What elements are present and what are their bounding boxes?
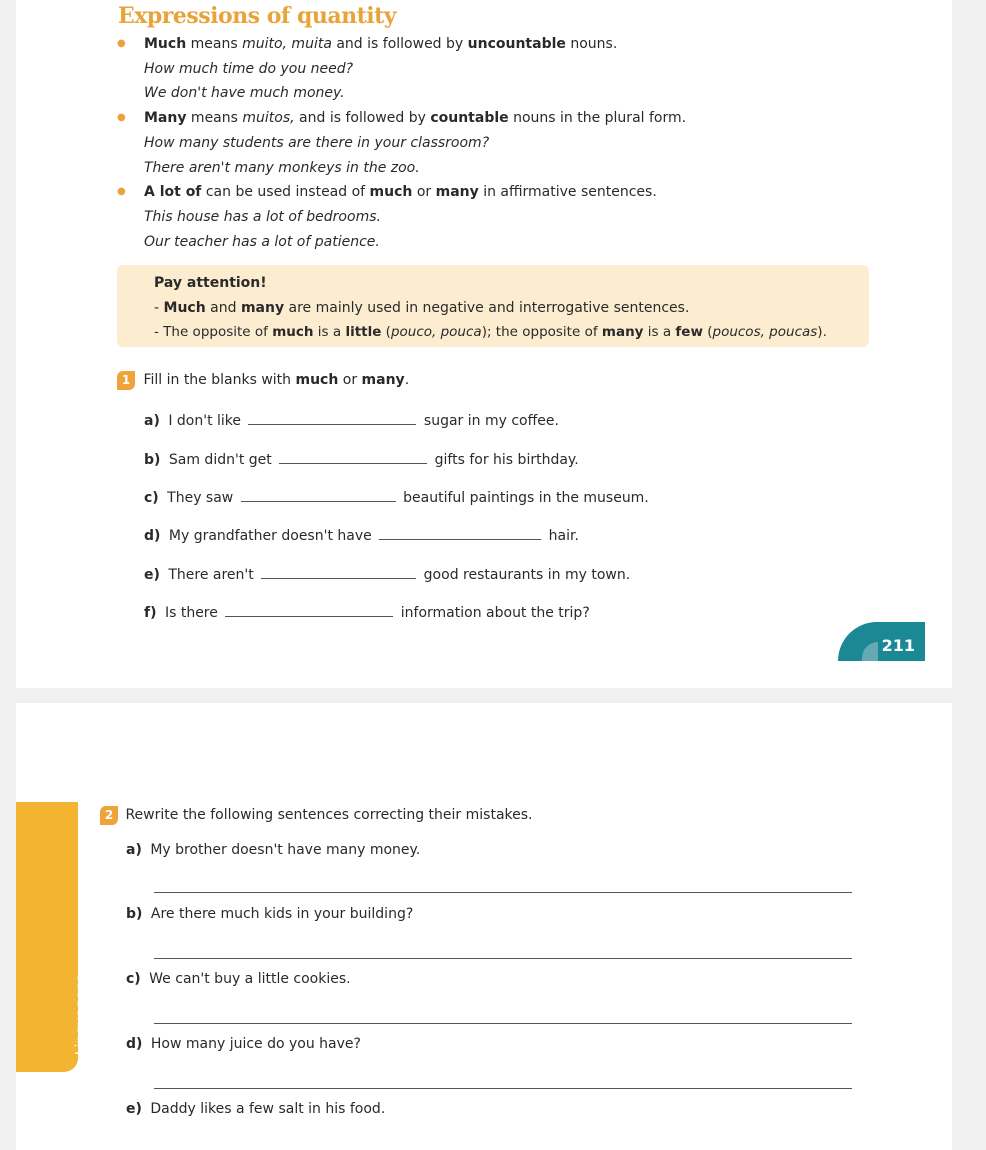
exercise-2-item-c: c) We can't buy a little cookies. <box>126 971 351 987</box>
exercise-2-item-d: d) How many juice do you have? <box>126 1036 361 1052</box>
bullet-icon: ● <box>117 186 126 197</box>
exercise-number-badge: 1 <box>117 371 135 390</box>
exercise-1-item-f: f) Is there information about the trip? <box>144 602 590 621</box>
example-text: How many students are there in your classroom? <box>144 135 490 151</box>
answer-line[interactable] <box>154 958 852 959</box>
side-tab-linguagens <box>16 802 90 1072</box>
example-text: There aren't many monkeys in the zoo. <box>144 160 420 176</box>
page-211 <box>16 0 952 688</box>
bullet-icon: ● <box>117 38 126 49</box>
exercise-number-badge: 2 <box>100 806 118 825</box>
blank-input[interactable] <box>225 602 393 617</box>
blank-input[interactable] <box>261 564 416 579</box>
answer-line[interactable] <box>154 1088 852 1089</box>
example-text: How much time do you need? <box>144 61 354 77</box>
example-text: Our teacher has a lot of patience. <box>144 234 380 250</box>
rule-much: Much means muito, muita and is followed by uncountable nouns. <box>144 36 618 52</box>
rule-a-lot-of: A lot of can be used instead of much or many in affirmative sentences. <box>144 184 657 200</box>
page-212 <box>16 703 952 1150</box>
example-text: This house has a lot of bedrooms. <box>144 209 381 225</box>
exercise-2-instruction: 2 Rewrite the following sentences correcting their mistakes. <box>100 806 533 825</box>
callout-line: - The opposite of much is a little (pouco, pouca); the opposite of many is a few (poucos, poucas). <box>154 324 827 340</box>
exercise-2-item-a: a) My brother doesn't have many money. <box>126 842 421 858</box>
page-number: 211 <box>881 636 915 655</box>
exercise-1-item-c: c) They saw beautiful paintings in the museum. <box>144 487 649 506</box>
pay-attention-box <box>117 265 869 347</box>
bullet-icon: ● <box>117 112 126 123</box>
exercise-1-instruction: 1 Fill in the blanks with much or many. <box>117 371 409 390</box>
exercise-2-item-e: e) Daddy likes a few salt in his food. <box>126 1101 386 1117</box>
exercise-1-item-e: e) There aren't good restaurants in my town. <box>144 564 630 583</box>
callout-line: - Much and many are mainly used in negative and interrogative sentences. <box>154 300 690 316</box>
section-title: Expressions of quantity <box>118 3 397 29</box>
blank-input[interactable] <box>248 410 416 425</box>
exercise-1-item-a: a) I don't like sugar in my coffee. <box>144 410 559 429</box>
exercise-1-item-d: d) My grandfather doesn't have hair. <box>144 525 579 544</box>
example-text: We don't have much money. <box>144 85 345 101</box>
side-tab-label: Linguagens <box>73 974 90 1056</box>
blank-input[interactable] <box>241 487 396 502</box>
page-number-tab <box>838 622 925 661</box>
answer-line[interactable] <box>154 892 852 893</box>
blank-input[interactable] <box>279 449 427 464</box>
exercise-2-item-b: b) Are there much kids in your building? <box>126 906 414 922</box>
answer-line[interactable] <box>154 1023 852 1024</box>
blank-input[interactable] <box>379 525 541 540</box>
callout-title: Pay attention! <box>154 275 267 291</box>
tab-accent-icon <box>862 642 878 661</box>
exercise-1-item-b: b) Sam didn't get gifts for his birthday. <box>144 449 579 468</box>
rule-many: Many means muitos, and is followed by countable nouns in the plural form. <box>144 110 687 126</box>
